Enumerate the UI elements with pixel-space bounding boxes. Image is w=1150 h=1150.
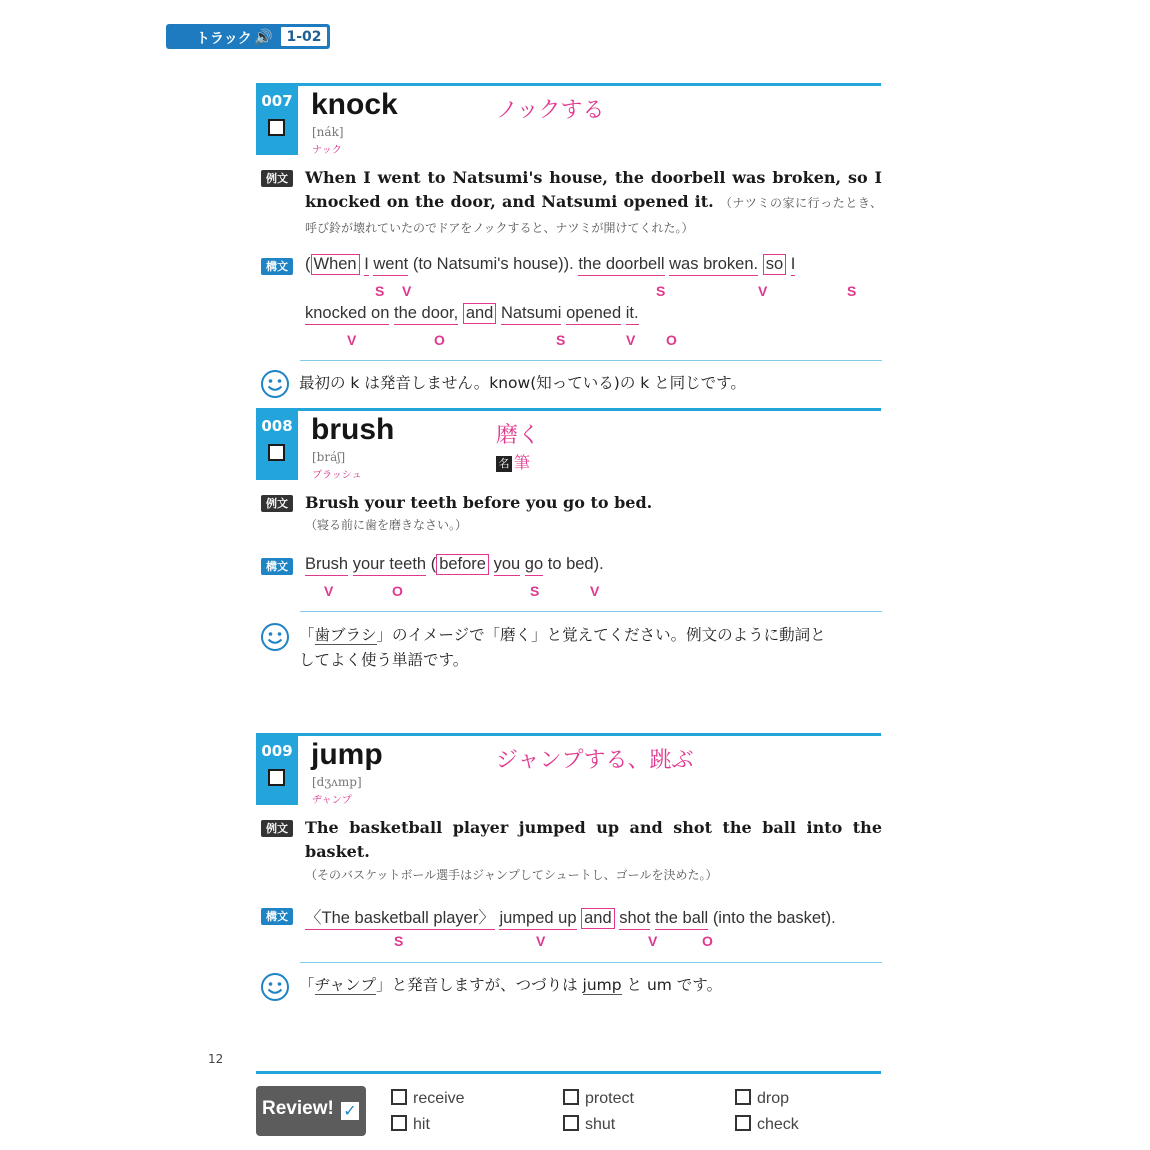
- structure-token-boxed: before: [436, 554, 489, 575]
- note-underlined: ヂャンプ: [314, 976, 377, 994]
- grammar-label: V: [347, 332, 357, 348]
- page-number: 12: [208, 1052, 224, 1066]
- structure-token-boxed: and: [463, 303, 497, 324]
- entry-brush: [256, 408, 881, 698]
- review-word: shut: [585, 1116, 616, 1133]
- review-top-rule: [256, 1071, 881, 1074]
- structure-token: jumped up: [499, 909, 576, 930]
- meaning: ノックする: [496, 98, 605, 123]
- structure-token-boxed: and: [581, 908, 615, 929]
- smiley-icon: [260, 369, 290, 399]
- kana-reading: ナック: [312, 145, 342, 156]
- kana-reading: ブラッシュ: [312, 470, 362, 481]
- example-japanese: （寝る前に歯を磨きなさい。）: [305, 518, 468, 532]
- entry-number: 009: [261, 742, 293, 760]
- structure-line-1: [305, 254, 795, 279]
- structure-token: the ball: [655, 909, 708, 930]
- meaning: 磨く: [496, 423, 541, 448]
- noun-meaning-row: [496, 450, 530, 473]
- note-text: 」のイメージで「磨く」と覚えてください。例文のように動詞と: [376, 626, 826, 644]
- pronunciation: [bráʃ]: [312, 450, 346, 464]
- structure-token: 〈The basketball player〉: [305, 904, 495, 930]
- grammar-label: S: [530, 583, 540, 599]
- review-checkbox[interactable]: [735, 1089, 751, 1105]
- grammar-label: V: [758, 283, 768, 299]
- example-english: When I went to Natsumi's house, the doorbell was broken, so I knocked on the door, and Natsumi opened it.: [305, 168, 882, 211]
- example-english: Brush your teeth before you go to bed.: [305, 493, 653, 512]
- note-text: 「: [299, 976, 315, 994]
- check-icon: ✓: [341, 1102, 359, 1120]
- note-separator: [300, 962, 882, 963]
- review-checkbox[interactable]: [391, 1115, 407, 1131]
- grammar-label: V: [402, 283, 412, 299]
- tip-note: 最初の k は発音しません。know(知っている)の k と同じです。: [299, 374, 746, 392]
- note-underlined: 歯ブラシ: [314, 626, 377, 644]
- entry-number: 008: [261, 417, 293, 435]
- grammar-label: O: [702, 933, 713, 949]
- structure-token: went: [373, 255, 408, 276]
- review-word: check: [757, 1116, 799, 1133]
- grammar-label: O: [666, 332, 677, 348]
- tip-note: [299, 623, 879, 673]
- entry-top-rule: [256, 83, 881, 86]
- structure-token: (into the basket).: [712, 909, 836, 927]
- example-english: The basketball player jumped up and shot the ball into the basket.: [305, 818, 882, 861]
- entry-checkbox[interactable]: [268, 119, 285, 136]
- headword: brush: [311, 413, 395, 446]
- grammar-label: V: [324, 583, 334, 599]
- structure-token-boxed: When: [311, 254, 360, 275]
- structure-token: (to Natsumi's house)).: [412, 255, 574, 273]
- grammar-label: V: [536, 933, 546, 949]
- structure-token: the doorbell: [578, 255, 664, 276]
- structure-token: shot: [619, 909, 650, 930]
- grammar-label: S: [556, 332, 566, 348]
- review-checkbox[interactable]: [563, 1089, 579, 1105]
- structure-token: to bed).: [547, 555, 604, 573]
- entry-number: 007: [261, 92, 293, 110]
- structure-token: Brush: [305, 555, 348, 576]
- smiley-icon: [260, 972, 290, 1002]
- review-badge: [256, 1086, 366, 1136]
- structure-token: (: [305, 255, 311, 273]
- pronunciation: [nák]: [312, 125, 344, 139]
- structure-line-2: [305, 303, 639, 328]
- note-word-underlined: jump: [582, 976, 622, 994]
- speaker-icon[interactable]: 🔊: [254, 28, 273, 46]
- entry-number-box: [256, 83, 298, 155]
- entry-jump: [256, 733, 881, 1013]
- review-item[interactable]: [563, 1115, 615, 1134]
- structure-token: was broken.: [669, 255, 758, 276]
- entry-top-rule: [256, 408, 881, 411]
- structure-tag: 構文: [261, 908, 293, 925]
- structure-token: I: [364, 255, 369, 276]
- entry-checkbox[interactable]: [268, 444, 285, 461]
- track-number: 1-02: [280, 26, 328, 47]
- noun-tag: 名: [496, 456, 512, 472]
- structure-tag: 構文: [261, 558, 293, 575]
- grammar-label: O: [392, 583, 403, 599]
- example-sentence: [305, 166, 882, 240]
- track-label: トラック: [196, 31, 252, 47]
- structure-token: the door,: [394, 304, 458, 325]
- structure-line-1: [305, 554, 604, 579]
- structure-token: your teeth: [353, 555, 426, 576]
- grammar-label: V: [648, 933, 658, 949]
- review-word: receive: [413, 1090, 465, 1107]
- grammar-label: O: [434, 332, 445, 348]
- structure-token: go: [525, 555, 543, 576]
- headword: knock: [311, 88, 398, 121]
- example-japanese: （そのバスケットボール選手はジャンプしてシュートし、ゴールを決めた。）: [305, 868, 718, 882]
- review-word: drop: [757, 1090, 790, 1107]
- example-tag: 例文: [261, 495, 293, 512]
- example-japanese: （ナツミの家に行ったとき、呼び鈴が壊れていたのでドアをノックすると、ナツミが開けてくれた。）: [305, 196, 883, 235]
- entry-checkbox[interactable]: [268, 769, 285, 786]
- headword: jump: [311, 738, 383, 771]
- entry-number-box: [256, 408, 298, 480]
- review-item[interactable]: [391, 1089, 465, 1108]
- entry-number-box: [256, 733, 298, 805]
- grammar-label: S: [656, 283, 666, 299]
- structure-token: (: [430, 555, 437, 573]
- note-text: 」と発音しますが、つづりは: [376, 976, 578, 994]
- note-text: 「: [299, 626, 315, 644]
- review-item[interactable]: [563, 1089, 634, 1108]
- note-separator: [300, 611, 882, 612]
- grammar-label: S: [375, 283, 385, 299]
- smiley-icon: [260, 622, 290, 652]
- track-badge: [166, 24, 330, 49]
- review-word: hit: [413, 1116, 430, 1133]
- structure-token: you: [494, 555, 521, 576]
- structure-token: I: [791, 255, 796, 276]
- structure-line-1: [305, 904, 836, 929]
- note-text: と um です。: [626, 976, 723, 994]
- example-tag: 例文: [261, 820, 293, 837]
- review-checkbox[interactable]: [391, 1089, 407, 1105]
- structure-token: Natsumi: [501, 304, 562, 325]
- meaning: ジャンプする、跳ぶ: [496, 748, 694, 773]
- structure-token: knocked on: [305, 304, 389, 325]
- structure-tag: 構文: [261, 258, 293, 275]
- review-word: protect: [585, 1090, 634, 1107]
- grammar-label: V: [626, 332, 636, 348]
- noun-meaning: 筆: [514, 453, 531, 472]
- grammar-label: V: [590, 583, 600, 599]
- grammar-label: S: [847, 283, 857, 299]
- review-item[interactable]: [735, 1089, 789, 1108]
- pronunciation: [dʒʌmp]: [312, 775, 362, 789]
- grammar-label: S: [394, 933, 404, 949]
- structure-token: opened: [566, 304, 621, 325]
- review-label: Review!: [262, 1098, 334, 1119]
- note-text: してよく使う単語です。: [299, 651, 469, 669]
- structure-token: it.: [626, 304, 639, 325]
- entry-top-rule: [256, 733, 881, 736]
- note-separator: [300, 360, 882, 361]
- kana-reading: ヂャンプ: [312, 795, 352, 806]
- review-checkbox[interactable]: [563, 1115, 579, 1131]
- review-item[interactable]: [391, 1115, 430, 1134]
- review-checkbox[interactable]: [735, 1115, 751, 1131]
- example-tag: 例文: [261, 170, 293, 187]
- tip-note: [299, 973, 879, 998]
- review-item[interactable]: [735, 1115, 799, 1134]
- structure-token-boxed: so: [763, 254, 786, 275]
- entry-knock: [256, 83, 881, 403]
